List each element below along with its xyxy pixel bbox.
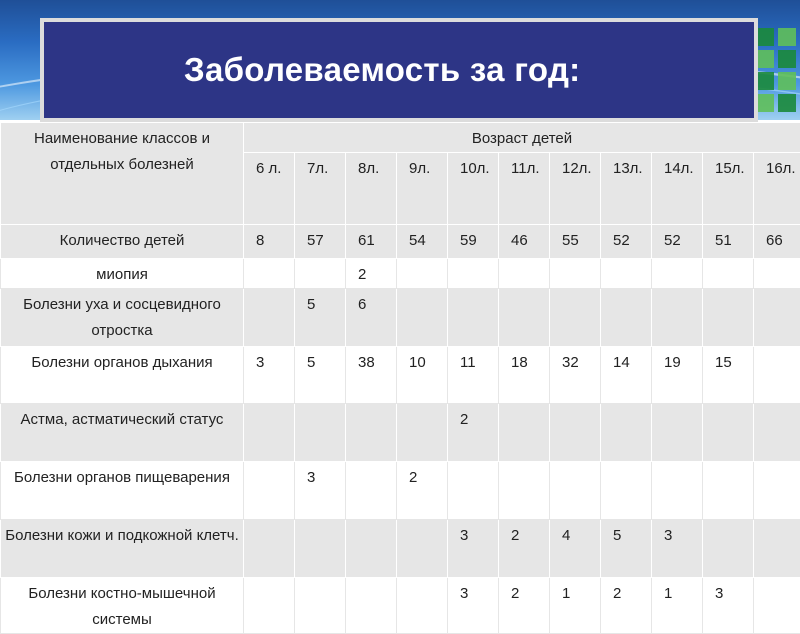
table-cell bbox=[346, 462, 397, 520]
table-cell: 14 bbox=[601, 347, 652, 404]
table-cell: 3 bbox=[448, 520, 499, 578]
table-cell bbox=[703, 462, 754, 520]
age-header-cell: 14л. bbox=[652, 153, 703, 225]
table-cell: 52 bbox=[652, 225, 703, 259]
table-cell: 3 bbox=[295, 462, 346, 520]
table-cell: 66 bbox=[754, 225, 800, 259]
table-cell: 1 bbox=[550, 578, 601, 634]
table-cell: 3 bbox=[244, 347, 295, 404]
table-cell: 5 bbox=[601, 520, 652, 578]
table-cell: 15 bbox=[703, 347, 754, 404]
table-cell: 8 bbox=[244, 225, 295, 259]
table-cell: 2 bbox=[448, 404, 499, 462]
table-cell: 1 bbox=[652, 578, 703, 634]
table-cell bbox=[550, 404, 601, 462]
table-cell bbox=[295, 520, 346, 578]
row-label: Болезни органов дыхания bbox=[1, 347, 244, 404]
table-cell bbox=[601, 289, 652, 347]
table-cell bbox=[346, 404, 397, 462]
table-cell bbox=[346, 578, 397, 634]
table-cell bbox=[703, 289, 754, 347]
table-cell bbox=[703, 520, 754, 578]
morbidity-table-wrap bbox=[0, 122, 800, 600]
age-header-cell: 9л. bbox=[397, 153, 448, 225]
table-cell bbox=[754, 520, 800, 578]
table-cell bbox=[754, 347, 800, 404]
row-label: Болезни кожи и подкожной клетч. bbox=[1, 520, 244, 578]
table-cell: 10 bbox=[397, 347, 448, 404]
table-cell bbox=[295, 259, 346, 289]
table-cell: 55 bbox=[550, 225, 601, 259]
table-cell bbox=[244, 520, 295, 578]
table-cell: 52 bbox=[601, 225, 652, 259]
table-cell bbox=[448, 289, 499, 347]
table-cell: 5 bbox=[295, 289, 346, 347]
table-cell: 46 bbox=[499, 225, 550, 259]
title-box bbox=[40, 18, 758, 122]
table-row bbox=[1, 404, 800, 462]
table-header-row bbox=[1, 123, 800, 153]
table-cell bbox=[244, 462, 295, 520]
header-age-group: Возраст детей bbox=[244, 123, 800, 153]
decorative-squares bbox=[754, 28, 800, 118]
table-cell bbox=[397, 520, 448, 578]
table-cell bbox=[754, 462, 800, 520]
row-label: миопия bbox=[1, 259, 244, 289]
table-cell: 2 bbox=[397, 462, 448, 520]
table-cell: 54 bbox=[397, 225, 448, 259]
age-header-cell: 6 л. bbox=[244, 153, 295, 225]
table-cell bbox=[703, 259, 754, 289]
table-cell bbox=[499, 404, 550, 462]
table-cell bbox=[703, 404, 754, 462]
table-cell bbox=[550, 462, 601, 520]
table-cell bbox=[652, 259, 703, 289]
row-label: Болезни костно-мышечной системы bbox=[1, 578, 244, 634]
table-cell bbox=[652, 289, 703, 347]
table-cell bbox=[397, 289, 448, 347]
table-cell bbox=[397, 404, 448, 462]
age-header-cell: 12л. bbox=[550, 153, 601, 225]
table-cell bbox=[244, 578, 295, 634]
table-cell: 51 bbox=[703, 225, 754, 259]
table-cell bbox=[601, 404, 652, 462]
table-cell: 2 bbox=[346, 259, 397, 289]
age-header-cell: 16л. bbox=[754, 153, 800, 225]
table-cell: 32 bbox=[550, 347, 601, 404]
table-cell: 57 bbox=[295, 225, 346, 259]
table-cell bbox=[652, 404, 703, 462]
table-cell bbox=[346, 520, 397, 578]
table-row bbox=[1, 289, 800, 347]
table-cell: 18 bbox=[499, 347, 550, 404]
table-row bbox=[1, 259, 800, 289]
table-cell bbox=[448, 259, 499, 289]
age-header-cell: 11л. bbox=[499, 153, 550, 225]
table-row bbox=[1, 578, 800, 634]
table-cell bbox=[448, 462, 499, 520]
table-cell: 3 bbox=[448, 578, 499, 634]
table-cell bbox=[397, 578, 448, 634]
table-cell bbox=[550, 259, 601, 289]
table-cell bbox=[244, 289, 295, 347]
row-label: Астма, астматический статус bbox=[1, 404, 244, 462]
table-cell bbox=[550, 289, 601, 347]
slide-title: Заболеваемость за год: bbox=[184, 51, 580, 89]
table-cell bbox=[295, 404, 346, 462]
table-row bbox=[1, 462, 800, 520]
table-row bbox=[1, 225, 800, 259]
table-cell: 3 bbox=[703, 578, 754, 634]
table-cell: 6 bbox=[346, 289, 397, 347]
table-cell: 2 bbox=[601, 578, 652, 634]
age-header-cell: 13л. bbox=[601, 153, 652, 225]
table-cell: 3 bbox=[652, 520, 703, 578]
table-cell bbox=[754, 259, 800, 289]
row-label: Количество детей bbox=[1, 225, 244, 259]
table-cell bbox=[295, 578, 346, 634]
table-cell bbox=[397, 259, 448, 289]
table-row bbox=[1, 520, 800, 578]
morbidity-table bbox=[0, 122, 800, 634]
header-disease-class: Наименование классов и отдельных болезней bbox=[1, 123, 244, 225]
table-cell bbox=[754, 578, 800, 634]
row-label: Болезни уха и сосцевидного отростка bbox=[1, 289, 244, 347]
row-label: Болезни органов пищеварения bbox=[1, 462, 244, 520]
table-cell: 19 bbox=[652, 347, 703, 404]
table-cell: 2 bbox=[499, 578, 550, 634]
table-cell bbox=[244, 259, 295, 289]
table-cell: 61 bbox=[346, 225, 397, 259]
table-cell: 5 bbox=[295, 347, 346, 404]
age-header-cell: 7л. bbox=[295, 153, 346, 225]
table-cell: 11 bbox=[448, 347, 499, 404]
table-cell bbox=[244, 404, 295, 462]
table-cell bbox=[754, 289, 800, 347]
table-cell: 4 bbox=[550, 520, 601, 578]
age-header-cell: 8л. bbox=[346, 153, 397, 225]
table-cell bbox=[499, 289, 550, 347]
table-cell: 2 bbox=[499, 520, 550, 578]
table-cell bbox=[499, 462, 550, 520]
age-header-cell: 10л. bbox=[448, 153, 499, 225]
table-cell bbox=[652, 462, 703, 520]
table-cell bbox=[601, 462, 652, 520]
age-header-cell: 15л. bbox=[703, 153, 754, 225]
table-cell: 59 bbox=[448, 225, 499, 259]
table-cell bbox=[601, 259, 652, 289]
table-cell: 38 bbox=[346, 347, 397, 404]
table-cell bbox=[754, 404, 800, 462]
table-cell bbox=[499, 259, 550, 289]
table-row bbox=[1, 347, 800, 404]
